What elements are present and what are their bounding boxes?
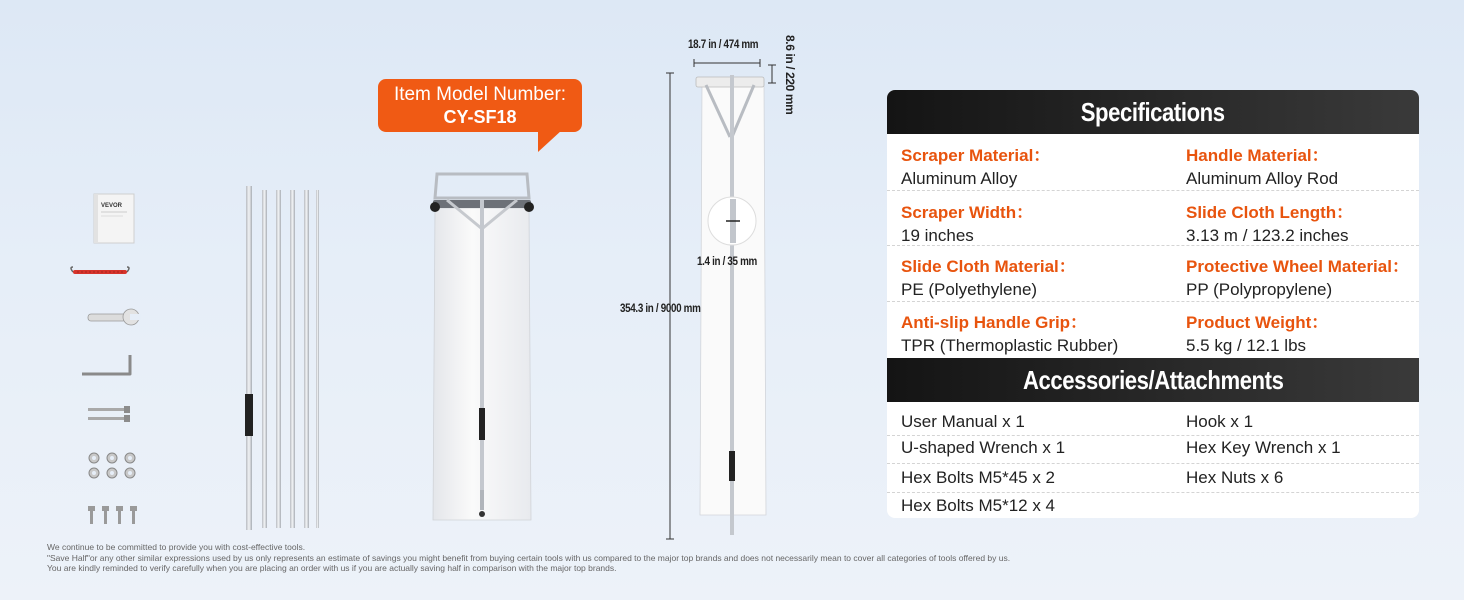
spec-value: PP (Polypropylene) xyxy=(1186,280,1333,299)
spec-protective-wheel-material xyxy=(1186,252,1409,300)
spec-value: PE (Polyethylene) xyxy=(901,280,1038,299)
model-number-label: Item Model Number: xyxy=(393,84,567,105)
spec-value: 3.13 m / 123.2 inches xyxy=(1186,226,1349,245)
spec-value: 5.5 kg / 12.1 lbs xyxy=(1186,336,1307,355)
accessory-item: Hex Bolts M5*45 x 2 xyxy=(901,468,1056,487)
model-number-value: CY-SF18 xyxy=(443,107,517,127)
disclaimer-line: We continue to be committed to provide you with cost-effective tools. xyxy=(47,542,306,552)
spec-label: Handle Material： xyxy=(1186,146,1329,165)
accessory-item: Hex Key Wrench x 1 xyxy=(1186,438,1341,457)
bungee-hook-image xyxy=(67,264,133,280)
disclaimer-line: You are kindly reminded to verify carefully when you are placing an order with us if you are actually saving half in comparison with the major top brands. xyxy=(47,563,617,573)
model-number-callout xyxy=(378,79,582,132)
accessory-item: Hex Nuts x 6 xyxy=(1186,468,1284,487)
spec-label: Slide Cloth Material： xyxy=(901,257,1076,276)
specifications-card xyxy=(887,90,1419,518)
manual-brand-text: VEVOR xyxy=(101,203,123,209)
spec-divider xyxy=(887,245,1419,246)
disclaimer-line: "Save Half"or any other similar expressions used by us only represents an estimate of savings you might benefit from buying certain tools with us compared to the major top brands and does not necessarily mean to cover all categories of tools offered by us. xyxy=(47,552,1011,563)
spec-label: Product Weight： xyxy=(1186,313,1329,332)
spec-scraper-width xyxy=(901,198,1033,246)
spec-value: Aluminum Alloy xyxy=(901,169,1018,188)
u-shaped-wrench-image xyxy=(86,307,141,327)
depth-dimension-label: 8.6 in / 220 mm xyxy=(783,35,797,115)
spec-anti-slip-handle-grip xyxy=(901,308,1118,356)
spec-label: Anti-slip Handle Grip： xyxy=(901,313,1088,332)
spec-value: 19 inches xyxy=(901,226,974,245)
accessories-header xyxy=(887,358,1419,402)
hex-bolts-short-image xyxy=(86,504,142,526)
accessory-item: U-shaped Wrench x 1 xyxy=(901,438,1066,457)
pole-segments-image xyxy=(238,182,320,532)
spec-slide-cloth-length xyxy=(1186,198,1353,246)
diameter-dimension-label: 1.4 in / 35 mm xyxy=(697,254,757,268)
accessory-item: Hook x 1 xyxy=(1186,412,1254,431)
spec-handle-material xyxy=(1186,141,1338,189)
hex-bolts-long-image xyxy=(86,404,134,426)
length-dimension-label: 354.3 in / 9000 mm xyxy=(620,301,701,315)
dimension-diagram-image xyxy=(660,55,785,545)
spec-divider xyxy=(887,190,1419,191)
spec-label: Protective Wheel Material： xyxy=(1186,257,1409,276)
hex-key-wrench-image xyxy=(80,352,136,378)
spec-slide-cloth-material xyxy=(901,252,1076,300)
width-dimension-label: 18.7 in / 474 mm xyxy=(688,37,759,51)
spec-value: Aluminum Alloy Rod xyxy=(1186,169,1339,188)
spec-scraper-material xyxy=(901,141,1050,189)
accessory-item: Hex Bolts M5*12 x 4 xyxy=(901,496,1056,515)
spec-label: Scraper Material： xyxy=(901,146,1051,165)
disclaimer xyxy=(47,542,1010,574)
spec-label: Slide Cloth Length： xyxy=(1186,203,1354,222)
assembled-roof-rake-image xyxy=(425,170,540,526)
spec-divider xyxy=(887,301,1419,302)
specifications-header xyxy=(887,90,1419,134)
accessory-divider xyxy=(887,492,1419,493)
user-manual-image xyxy=(93,192,135,245)
accessory-item: User Manual x 1 xyxy=(901,412,1025,431)
accessory-divider xyxy=(887,435,1419,436)
accessories-title: Accessories/Attachments xyxy=(1022,365,1284,395)
spec-product-weight xyxy=(1186,308,1328,356)
spec-value: TPR (Thermoplastic Rubber) xyxy=(901,336,1119,355)
hex-nuts-image xyxy=(86,450,138,482)
spec-label: Scraper Width： xyxy=(901,203,1034,222)
accessory-divider xyxy=(887,463,1419,464)
specifications-title: Specifications xyxy=(1081,97,1225,127)
